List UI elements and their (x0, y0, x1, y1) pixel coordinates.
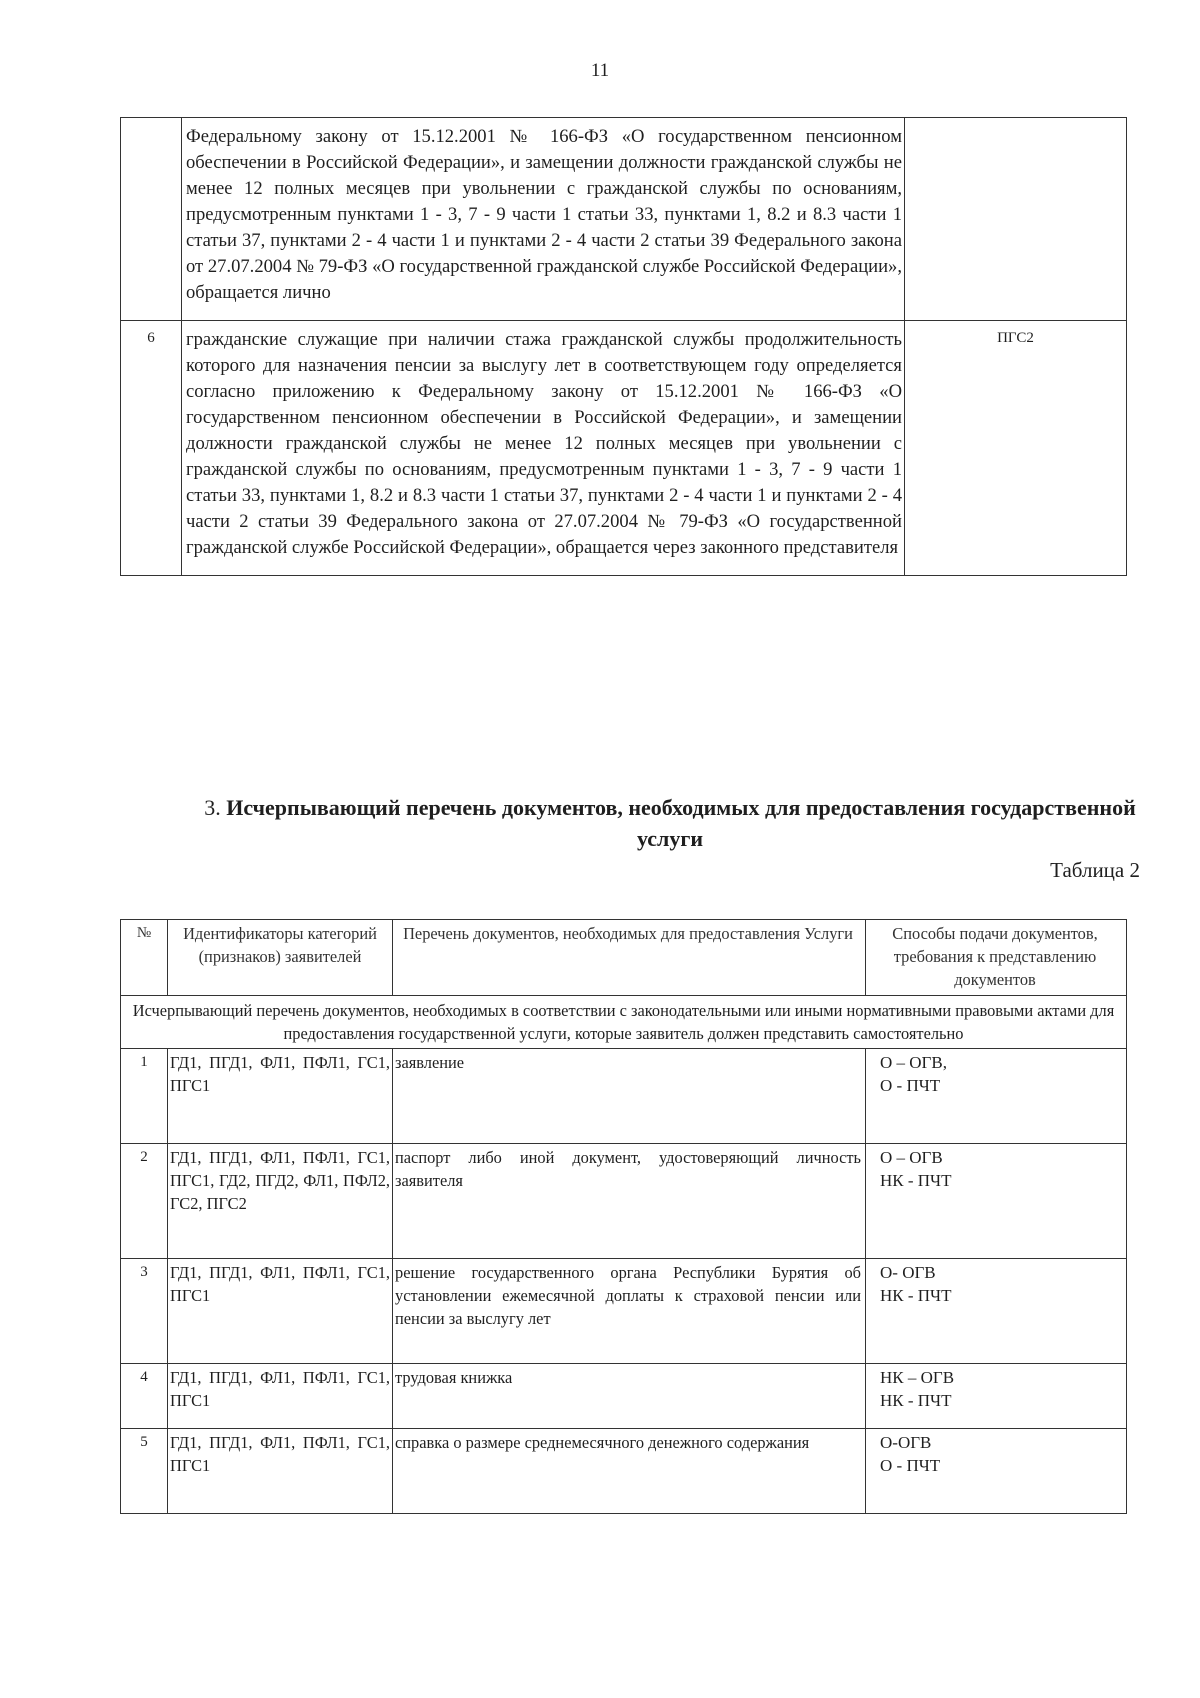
table-section-row (121, 996, 1127, 1049)
submission-methods (866, 1364, 1127, 1429)
section-row-text: Исчерпывающий перечень документов, необходимых в соответствии с законодательными или иными нормативными правовыми актами для предоставления государственной услуги, которые заявитель должен представить самостоятельно (121, 996, 1127, 1049)
table-row (121, 321, 1127, 576)
table-row (121, 1429, 1127, 1514)
header-documents: Перечень документов, необходимых для предоставления Услуги (393, 920, 866, 996)
submission-method: О – ОГВ, (880, 1053, 947, 1072)
document-name: заявление (393, 1049, 866, 1144)
pension-categories-table (120, 117, 1127, 576)
submission-method: О-ОГВ (880, 1433, 932, 1452)
applicant-identifiers: ГД1, ПГД1, ФЛ1, ПФЛ1, ГС1, ПГС1 (168, 1429, 393, 1514)
category-description: гражданские служащие при наличии стажа гражданской службы продолжительность которого для назначения пенсии за выслугу лет в соответствующем году определяется согласно приложению к Федеральному закону от 15.12.2001 № 166-ФЗ «О государственном пенсионном обеспечении в Российской Федерации», и замещении должности гражданской службы не менее 12 полных месяцев при увольнении с гражданской службы по основаниям, предусмотренным пунктами 1 - 3, 7 - 9 части 1 статьи 33, пунктами 1, 8.2 и 8.3 части 1 статьи 37, пунктами 2 - 4 части 1 и пунктами 2 - 4 части 2 статьи 39 Федерального закона от 27.07.2004 № 79-ФЗ «О государственной гражданской службе Российской Федерации», обращается через законного представителя (182, 321, 905, 576)
section-number: 3. (204, 795, 221, 820)
table-caption: Таблица 2 (1050, 858, 1140, 882)
table-row (121, 1144, 1127, 1259)
submission-method: НК - ПЧТ (880, 1391, 952, 1410)
header-submission-methods: Способы подачи документов, требования к представлению документов (866, 920, 1127, 996)
page-number: 11 (590, 60, 610, 81)
row-number: 3 (121, 1259, 168, 1364)
row-number: 1 (121, 1049, 168, 1144)
documents-table (120, 919, 1127, 1514)
category-code: ПГС2 (905, 321, 1127, 576)
submission-method: О - ПЧТ (880, 1076, 941, 1095)
submission-method: О - ПЧТ (880, 1456, 941, 1475)
document-name: паспорт либо иной документ, удостоверяющий личность заявителя (393, 1144, 866, 1259)
applicant-identifiers: ГД1, ПГД1, ФЛ1, ПФЛ1, ГС1, ПГС1 (168, 1049, 393, 1144)
category-code (905, 118, 1127, 321)
row-number (121, 118, 182, 321)
submission-method: О – ОГВ (880, 1148, 943, 1167)
submission-method: НК - ПЧТ (880, 1286, 952, 1305)
row-number: 5 (121, 1429, 168, 1514)
submission-methods (866, 1429, 1127, 1514)
submission-method: О- ОГВ (880, 1263, 936, 1282)
applicant-identifiers: ГД1, ПГД1, ФЛ1, ПФЛ1, ГС1, ПГС1, ГД2, ПГД2, ФЛ1, ПФЛ2, ГС2, ПГС2 (168, 1144, 393, 1259)
table-header-row (121, 920, 1127, 996)
section-heading (200, 792, 1140, 854)
row-number: 6 (121, 321, 182, 576)
category-description: Федеральному закону от 15.12.2001 № 166-ФЗ «О государственном пенсионном обеспечении в Российской Федерации», и замещении должности гражданской службы не менее 12 полных месяцев при увольнении с гражданской службы по основаниям, предусмотренным пунктами 1 - 3, 7 - 9 части 1 статьи 33, пунктами 1, 8.2 и 8.3 части 1 статьи 37, пунктами 2 - 4 части 1 и пунктами 2 - 4 части 2 статьи 39 Федерального закона от 27.07.2004 № 79-ФЗ «О государственной гражданской службе Российской Федерации», обращается лично (182, 118, 905, 321)
applicant-identifiers: ГД1, ПГД1, ФЛ1, ПФЛ1, ГС1, ПГС1 (168, 1364, 393, 1429)
applicant-identifiers: ГД1, ПГД1, ФЛ1, ПФЛ1, ГС1, ПГС1 (168, 1259, 393, 1364)
document-name: справка о размере среднемесячного денежного содержания (393, 1429, 866, 1514)
section-title: Исчерпывающий перечень документов, необходимых для предоставления государственной услуги (226, 795, 1136, 851)
submission-method: НК – ОГВ (880, 1368, 955, 1387)
submission-methods (866, 1049, 1127, 1144)
row-number: 2 (121, 1144, 168, 1259)
header-identifiers: Идентификаторы категорий (признаков) заявителей (168, 920, 393, 996)
document-name: трудовая книжка (393, 1364, 866, 1429)
table-row (121, 118, 1127, 321)
document-name: решение государственного органа Республики Бурятия об установлении ежемесячной доплаты к страховой пенсии или пенсии за выслугу лет (393, 1259, 866, 1364)
table-row (121, 1049, 1127, 1144)
row-number: 4 (121, 1364, 168, 1429)
header-number: № (121, 920, 168, 996)
table-row (121, 1259, 1127, 1364)
submission-method: НК - ПЧТ (880, 1171, 952, 1190)
submission-methods (866, 1144, 1127, 1259)
table-row (121, 1364, 1127, 1429)
submission-methods (866, 1259, 1127, 1364)
